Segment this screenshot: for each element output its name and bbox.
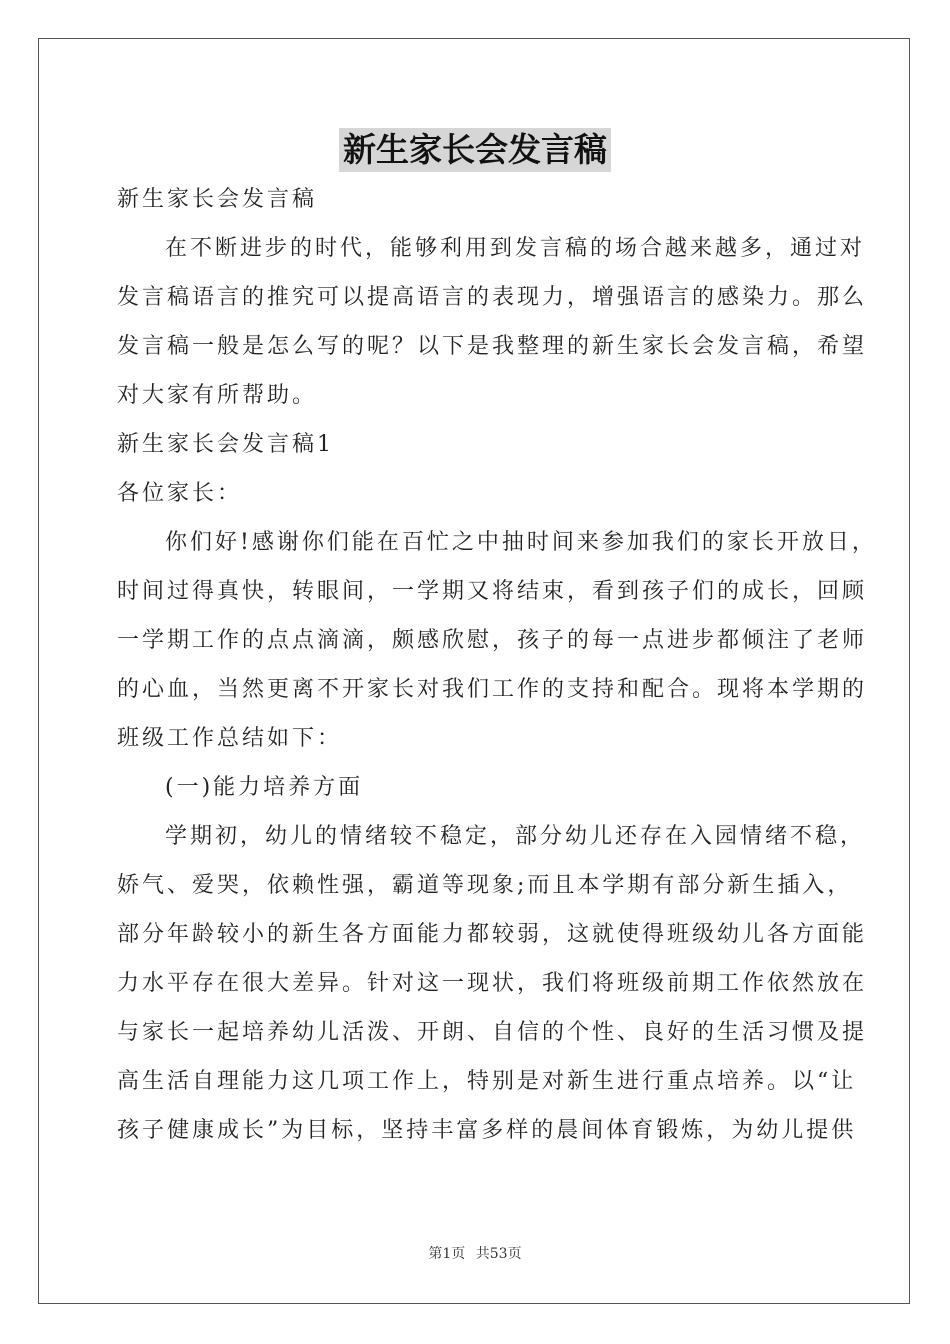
text-line: 班级工作总结如下： (117, 726, 343, 751)
page-number: 第1页 (428, 1246, 466, 1262)
text-line: 你们好!感谢你们能在百忙之中抽时间来参加我们的家长开放日， (165, 530, 877, 555)
text-line: (一)能力培养方面 (165, 775, 364, 800)
text-line: 发言稿语言的推究可以提高语言的表现力，增强语言的感染力。那么 (117, 285, 868, 310)
text-line: 力水平存在很大差异。针对这一现状，我们将班级前期工作依然放在 (117, 971, 868, 996)
text-line: 新生家长会发言稿 (117, 187, 318, 212)
text-line: 新生家长会发言稿1 (117, 432, 334, 457)
page-total: 共53页 (475, 1246, 522, 1262)
text-line: 高生活自理能力这几项工作上，特别是对新生进行重点培养。以“让 (117, 1069, 857, 1094)
document-title-container (0, 128, 950, 172)
text-line: 与家长一起培养幼儿活泼、开朗、自信的个性、良好的生活习惯及提 (117, 1020, 868, 1045)
text-line: 学期初，幼儿的情绪较不稳定，部分幼儿还存在入园情绪不稳， (165, 824, 866, 849)
text-line: 各位家长： (117, 481, 243, 506)
text-line: 在不断进步的时代，能够利用到发言稿的场合越来越多，通过对 (165, 236, 866, 261)
text-line: 发言稿一般是怎么写的呢？以下是我整理的新生家长会发言稿，希望 (117, 334, 868, 359)
text-line: 孩子健康成长”为目标，坚持丰富多样的晨间体育锻炼，为幼儿提供 (117, 1118, 857, 1143)
document-body (117, 175, 877, 1155)
page-footer (0, 1243, 950, 1263)
text-line: 对大家有所帮助。 (117, 383, 318, 408)
text-line: 娇气、爱哭，依赖性强，霸道等现象;而且本学期有部分新生插入， (117, 873, 853, 898)
text-line: 部分年龄较小的新生各方面能力都较弱，这就使得班级幼儿各方面能 (117, 922, 868, 947)
text-line: 的心血，当然更离不开家长对我们工作的支持和配合。现将本学期的 (117, 677, 868, 702)
document-title: 新生家长会发言稿 (339, 128, 611, 172)
text-line: 时间过得真快，转眼间，一学期又将结束，看到孩子们的成长，回顾 (117, 579, 868, 604)
text-line: 一学期工作的点点滴滴，颇感欣慰，孩子的每一点进步都倾注了老师 (117, 628, 868, 653)
